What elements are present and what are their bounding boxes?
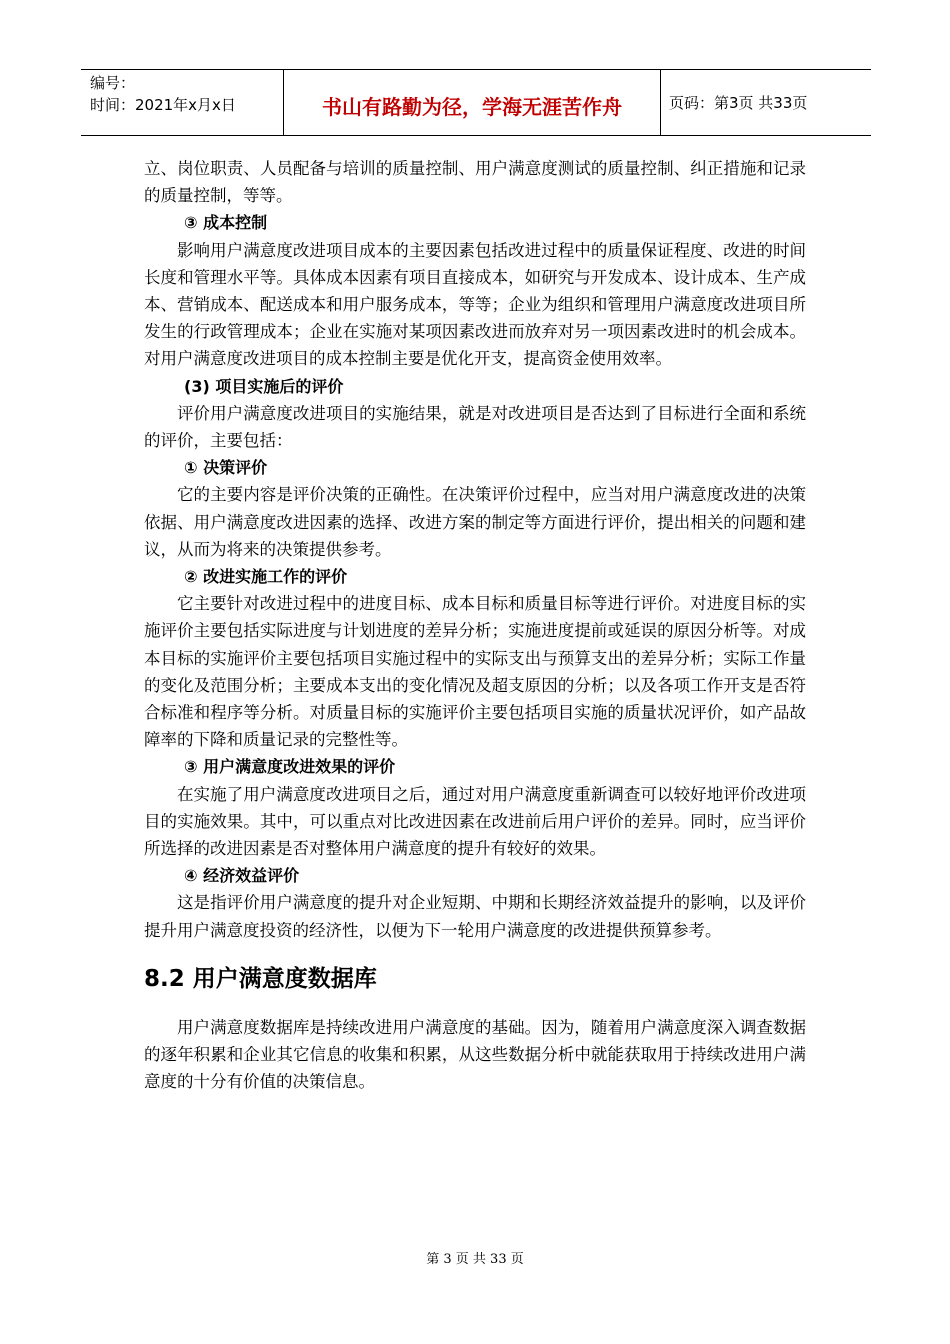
motto-text: 书山有路勤为径，学海无涯苦作舟 [322,95,622,119]
header-page-info [661,70,871,135]
subheading-implementation-evaluation: ② 改进实施工作的评价 [184,567,348,587]
paragraph-database: 用户满意度数据库是持续改进用户满意度的基础。因为，随着用户满意度深入调查数据的逐年积累和企业其它信息的收集和积累，从这些数据分析中就能获取用于持续改进用户满意度的十分有价值的决策信息。 [144,1017,806,1092]
document-number-label: 编号： [90,74,136,92]
paragraph-decision-evaluation: 它的主要内容是评价决策的正确性。在决策评价过程中，应当对用户满意度改进的决策依据、用户满意度改进因素的选择、改进方案的制定等方面进行评价，提出相关的问题和建议，从而为将来的决策提供参考。 [144,485,806,559]
section-heading-8-2: 8.2 用户满意度数据库 [144,965,377,992]
document-body [144,155,806,1096]
page-info-text: 页码：第3页 共33页 [669,94,808,112]
header-motto [283,70,661,135]
subheading-post-evaluation: (3) 项目实施后的评价 [184,376,344,396]
paragraph-continued: 立、岗位职责、人员配备与培训的质量控制、用户满意度测试的质量控制、纠正措施和记录的质量控制，等等。 [144,159,806,206]
page-footer: 第 3 页 共 33 页 [426,1252,524,1267]
paragraph-effect-evaluation: 在实施了用户满意度改进项目之后，通过对用户满意度重新调查可以较好地评价改进项目的实施效果。其中，可以重点对比改进因素在改进前后用户评价的差异。同时，应当评价所选择的改进因素是否对整体用户满意度的提升有较好的效果。 [144,784,806,859]
subheading-economic-evaluation: ④ 经济效益评价 [184,866,300,886]
page-header [81,69,871,136]
header-meta [81,70,283,135]
subheading-cost-control: ③ 成本控制 [184,213,268,233]
paragraph-implementation-evaluation: 它主要针对改进过程中的进度目标、成本目标和质量目标等进行评价。对进度目标的实施评价主要包括实际进度与计划进度的差异分析；实施进度提前或延误的原因分析等。对成本目标的实施评价主要包括项目实施过程中的实际支出与预算支出的差异分析；实际工作量的变化及范围分析；主要成本支出的变化情况及超支原因的分析；以及各项工作开支是否符合标准和程序等分析。对质量目标的实施评价主要包括项目实施的质量状况评价，如产品故障率的下降和质量记录的完整性等。 [144,594,806,750]
subheading-decision-evaluation: ① 决策评价 [184,458,268,478]
document-time-label: 时间：2021年x月x日 [90,96,236,114]
paragraph-cost-control: 影响用户满意度改进项目成本的主要因素包括改进过程中的质量保证程度、改进的时间长度和管理水平等。具体成本因素有项目直接成本，如研究与开发成本、设计成本、生产成本、营销成本、配送成本和用户服务成本，等等；企业为组织和管理用户满意度改进项目所发生的行政管理成本；企业在实施对某项因素改进而放弃对另一项因素改进时的机会成本。对用户满意度改进项目的成本控制主要是优化开支，提高资金使用效率。 [144,240,806,369]
paragraph-economic-evaluation: 这是指评价用户满意度的提升对企业短期、中期和长期经济效益提升的影响，以及评价提升用户满意度投资的经济性，以便为下一轮用户满意度的改进提供预算参考。 [144,893,806,940]
subheading-effect-evaluation: ③ 用户满意度改进效果的评价 [184,757,396,777]
paragraph-post-evaluation: 评价用户满意度改进项目的实施结果，就是对改进项目是否达到了目标进行全面和系统的评价，主要包括： [144,403,806,451]
